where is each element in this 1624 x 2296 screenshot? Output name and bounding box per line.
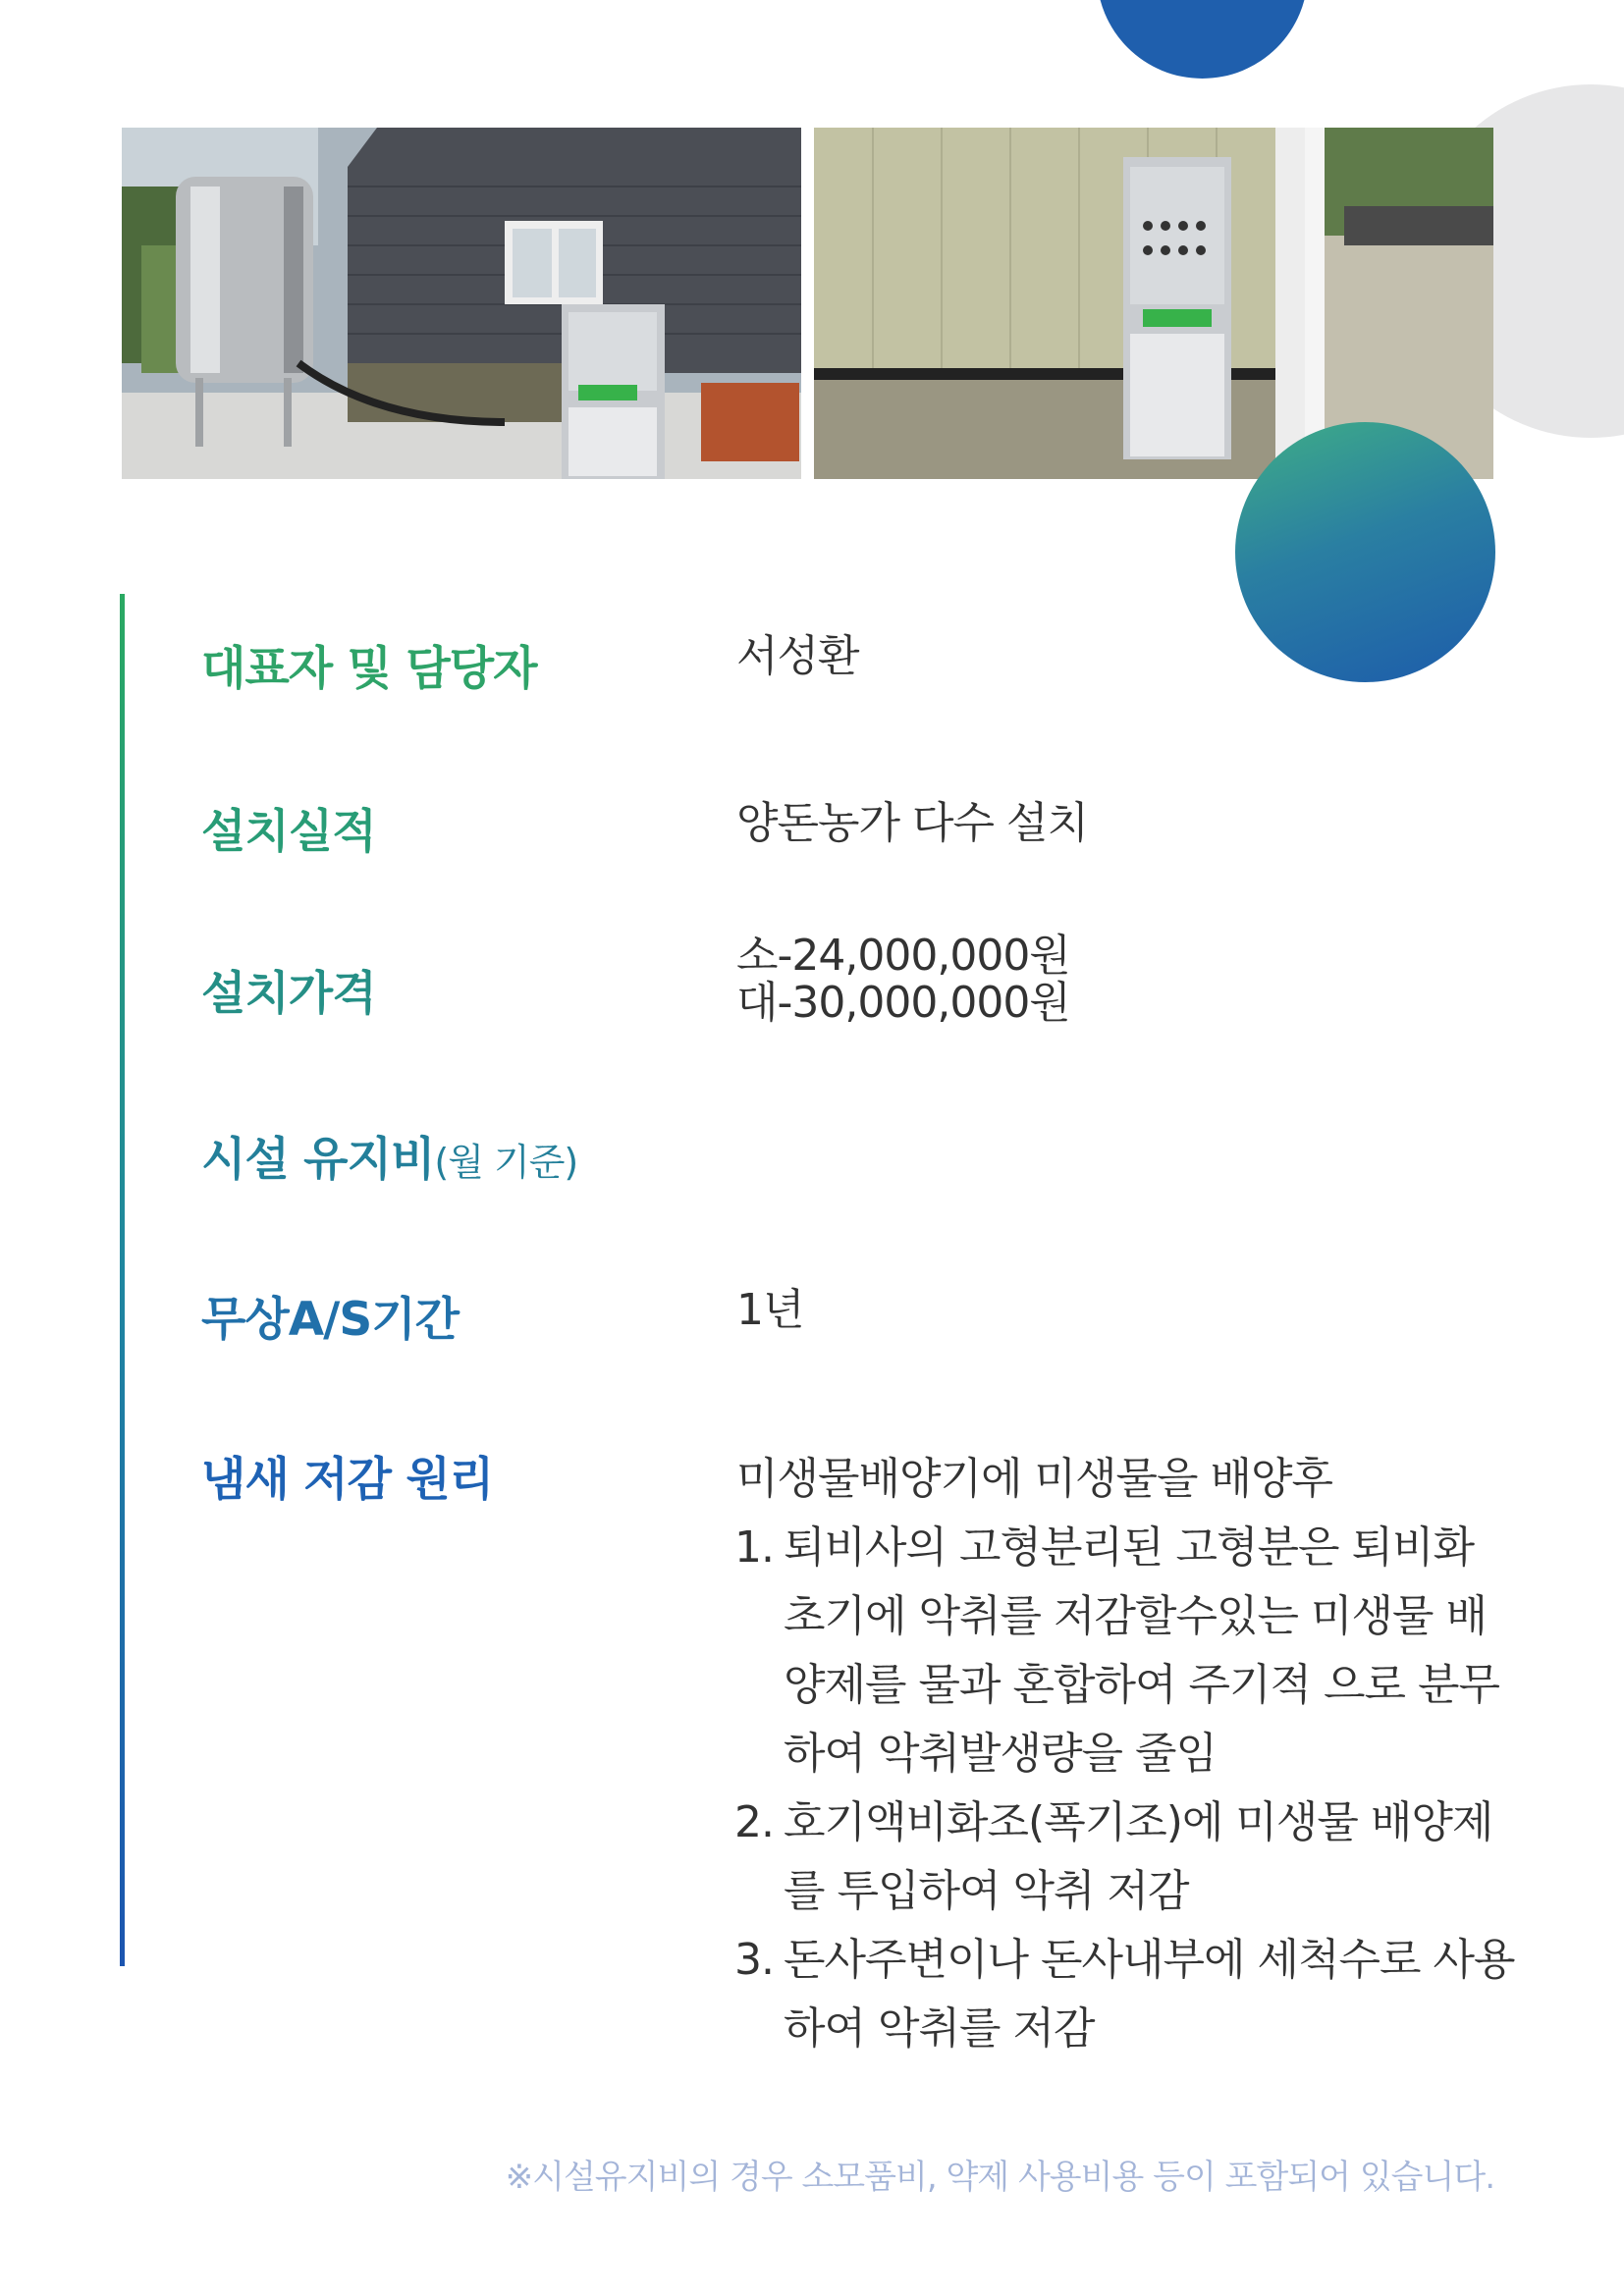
principle-item (734, 1926, 1520, 2063)
price-large-value: 대-30,000,000원 (736, 978, 1070, 1029)
principle-item-text: 호기액비화조(폭기조)에 미생물 배양제 를 투입하여 악취 저감 (784, 1797, 1493, 1916)
maintenance-footnote: ※시설유지비의 경우 소모품비, 약제 사용비용 등이 포함되어 있습니다. (505, 2158, 1494, 2197)
decor-circle-blue (1097, 0, 1308, 79)
price-label: 설치가격 (201, 967, 376, 1021)
maintenance-label-text: 시설 유지비 (201, 1133, 435, 1187)
principle-item-number: 3. (734, 1935, 774, 1985)
tank-and-control-panel-photo (122, 128, 801, 479)
installs-value: 양돈농가 다수 설치 (736, 798, 1089, 848)
representative-label: 대표자 및 담당자 (201, 642, 537, 696)
principle-label: 냄새 저감 원리 (201, 1453, 494, 1507)
principle-item-text: 퇴비사의 고형분리된 고형분은 퇴비화 초기에 악취를 저감할수있는 미생물 배양제를 물과 혼합하여 주기적 으로 분무하여 악취발생량을 줄임 (784, 1522, 1499, 1779)
principle-intro: 미생물배양기에 미생물을 배양후 (736, 1454, 1333, 1504)
maintenance-label-note: (월 기준) (434, 1141, 578, 1184)
warranty-value: 1년 (736, 1285, 804, 1335)
price-value (736, 933, 1070, 1028)
principle-item-number: 2. (734, 1797, 774, 1847)
installs-label: 설치실적 (201, 805, 376, 859)
principle-item (734, 1789, 1520, 1926)
representative-value: 서성환 (736, 631, 859, 681)
principle-item-number: 1. (734, 1522, 774, 1573)
decor-circle-gradient (1235, 422, 1495, 682)
warranty-label: 무상A/S기간 (201, 1293, 459, 1347)
principle-item (734, 1514, 1520, 1789)
maintenance-label (201, 1123, 577, 1189)
price-small-value: 소-24,000,000원 (736, 931, 1070, 981)
accent-line (120, 594, 125, 1966)
principle-description (734, 1445, 1520, 2063)
principle-item-text: 돈사주변이나 돈사내부에 세척수로 사용하여 악취를 저감 (784, 1935, 1515, 2054)
